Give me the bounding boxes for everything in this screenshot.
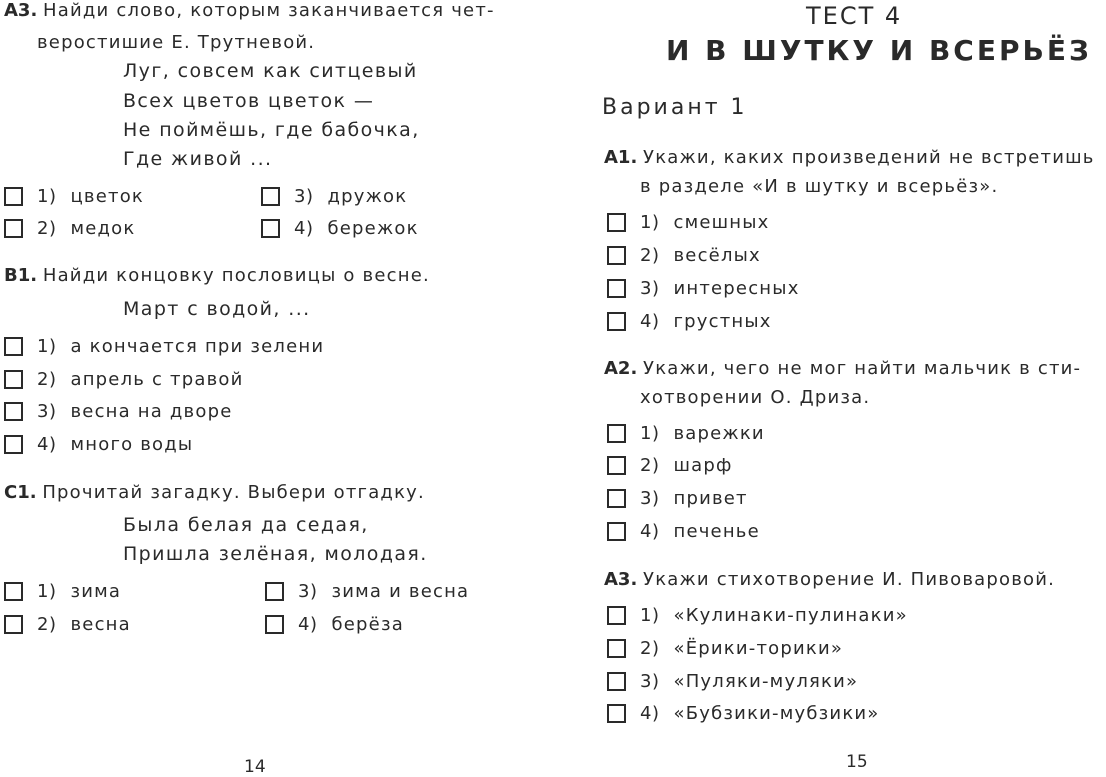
- question-a1: [604, 147, 1095, 168]
- answer-option[interactable]: 1) а кончается при зелени: [4, 334, 324, 358]
- answer-checkbox[interactable]: [261, 187, 280, 206]
- answer-checkbox[interactable]: [4, 219, 23, 238]
- question-text: Найди концовку пословицы о весне.: [42, 265, 430, 286]
- test-subtitle: И В ШУТКУ И ВСЕРЬЁЗ: [666, 34, 1092, 67]
- poem-line: Где живой ...: [123, 148, 273, 170]
- question-number: А3.: [4, 0, 38, 21]
- question-a3-left: [4, 0, 495, 21]
- answer-checkbox[interactable]: [607, 639, 626, 658]
- answer-option[interactable]: 2) весна: [4, 612, 131, 636]
- answer-checkbox[interactable]: [607, 279, 626, 298]
- question-text: Найди слово, которым заканчивается чет-: [43, 0, 495, 21]
- riddle-line: Была белая да седая,: [123, 514, 369, 536]
- answer-option[interactable]: 1) «Кулинаки-пулинаки»: [607, 603, 908, 627]
- answer-option[interactable]: 3) интересных: [607, 276, 800, 300]
- riddle-line: Пришла зелёная, молодая.: [123, 543, 428, 565]
- answer-option[interactable]: 1) зима: [4, 579, 121, 603]
- poem-line: Луг, совсем как ситцевый: [123, 60, 418, 82]
- answer-checkbox[interactable]: [607, 522, 626, 541]
- answer-option[interactable]: 3) весна на дворе: [4, 399, 232, 423]
- answer-option[interactable]: 4) «Бубзики-мубзики»: [607, 701, 880, 725]
- answer-option[interactable]: 3) дружок: [261, 184, 407, 208]
- answer-checkbox[interactable]: [265, 582, 284, 601]
- question-a3-right: [604, 569, 1055, 590]
- question-text: Укажи, чего не мог найти мальчик в сти-: [643, 358, 1082, 379]
- answer-option[interactable]: 2) «Ёрики-торики»: [607, 636, 843, 660]
- answer-option[interactable]: 4) много воды: [4, 432, 193, 456]
- answer-option[interactable]: 2) шарф: [607, 453, 733, 477]
- question-text-continued: хотворении О. Дриза.: [640, 387, 871, 408]
- question-b1: [4, 265, 430, 286]
- poem-line: Всех цветов цветок —: [123, 90, 375, 112]
- answer-checkbox[interactable]: [607, 246, 626, 265]
- answer-checkbox[interactable]: [4, 435, 23, 454]
- answer-option[interactable]: 3) зима и весна: [265, 579, 469, 603]
- answer-checkbox[interactable]: [607, 704, 626, 723]
- question-a2: [604, 358, 1081, 379]
- answer-checkbox[interactable]: [607, 456, 626, 475]
- answer-checkbox[interactable]: [4, 582, 23, 601]
- question-text: Прочитай загадку. Выбери отгадку.: [42, 482, 425, 503]
- answer-checkbox[interactable]: [4, 370, 23, 389]
- answer-option[interactable]: 1) смешных: [607, 210, 770, 234]
- variant-label: Вариант 1: [602, 95, 748, 120]
- question-text: Укажи стихотворение И. Пивоваровой.: [643, 569, 1056, 590]
- test-title: ТЕСТ 4: [806, 2, 903, 30]
- answer-option[interactable]: 2) медок: [4, 216, 135, 240]
- answer-checkbox[interactable]: [607, 606, 626, 625]
- answer-option[interactable]: 3) привет: [607, 486, 748, 510]
- answer-option[interactable]: 1) варежки: [607, 421, 765, 445]
- answer-option[interactable]: 4) грустных: [607, 309, 772, 333]
- question-number: А1.: [604, 147, 638, 168]
- question-text: Укажи, каких произведений не встретишь: [643, 147, 1095, 168]
- answer-option[interactable]: 4) берёза: [265, 612, 404, 636]
- poem-line: Не поймёшь, где бабочка,: [123, 119, 420, 141]
- proverb-line: Март с водой, ...: [123, 298, 311, 320]
- answer-checkbox[interactable]: [607, 213, 626, 232]
- answer-option[interactable]: 1) цветок: [4, 184, 144, 208]
- answer-checkbox[interactable]: [4, 402, 23, 421]
- answer-checkbox[interactable]: [4, 615, 23, 634]
- answer-option[interactable]: 3) «Пуляки-муляки»: [607, 669, 858, 693]
- question-c1: [4, 482, 425, 503]
- answer-checkbox[interactable]: [607, 424, 626, 443]
- answer-option[interactable]: 2) апрель с травой: [4, 367, 244, 391]
- answer-checkbox[interactable]: [4, 187, 23, 206]
- answer-option[interactable]: 4) бережок: [261, 216, 419, 240]
- answer-checkbox[interactable]: [607, 489, 626, 508]
- question-text-continued: веростишие Е. Трутневой.: [37, 32, 316, 53]
- answer-checkbox[interactable]: [607, 672, 626, 691]
- answer-checkbox[interactable]: [261, 219, 280, 238]
- answer-checkbox[interactable]: [607, 312, 626, 331]
- answer-checkbox[interactable]: [265, 615, 284, 634]
- question-number: А3.: [604, 569, 638, 590]
- question-number: В1.: [4, 265, 38, 286]
- question-number: А2.: [604, 358, 638, 379]
- question-number: С1.: [4, 482, 37, 503]
- answer-option[interactable]: 4) печенье: [607, 519, 760, 543]
- question-text-continued: в разделе «И в шутку и всерьёз».: [640, 176, 999, 197]
- answer-option[interactable]: 2) весёлых: [607, 243, 761, 267]
- answer-checkbox[interactable]: [4, 337, 23, 356]
- page-number: 15: [846, 752, 868, 772]
- page-number: 14: [244, 757, 266, 777]
